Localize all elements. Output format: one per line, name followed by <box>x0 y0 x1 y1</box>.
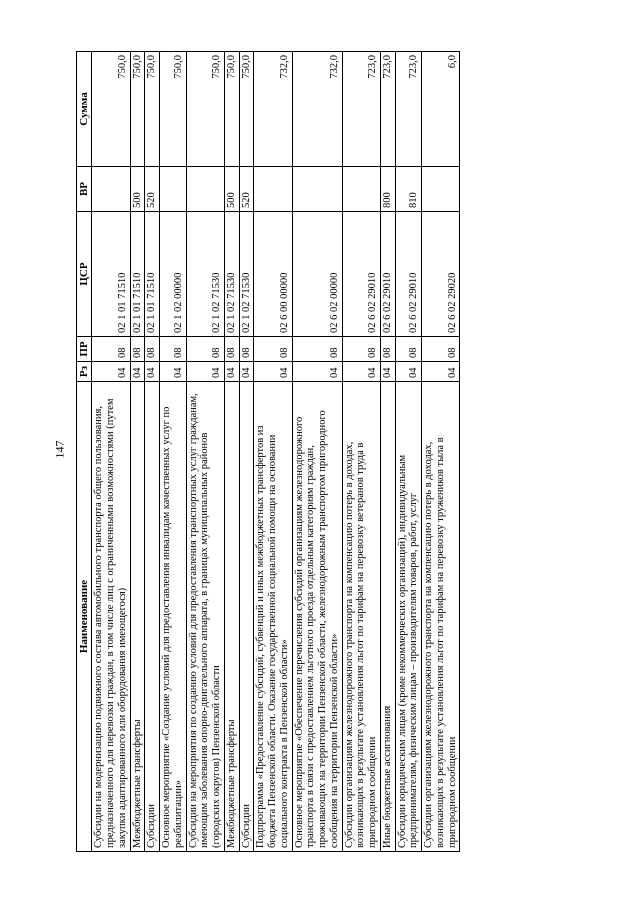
cell-vr: 520 <box>145 167 160 212</box>
cell-pr: 08 <box>130 337 145 362</box>
cell-vr <box>292 167 342 212</box>
cell-pr: 08 <box>224 337 239 362</box>
cell-rz: 04 <box>92 362 130 382</box>
cell-pr: 08 <box>342 337 380 362</box>
cell-vr <box>342 167 380 212</box>
cell-pr: 08 <box>92 337 130 362</box>
cell-vr <box>254 167 292 212</box>
cell-pr: 08 <box>160 337 187 362</box>
cell-name: Межбюджетные трансферты <box>224 382 239 852</box>
cell-name: Субсидии организациям железнодорожного транспорта на компенсацию потерь в доходах, возникающих в результате установления льгот по тарифам на перевозку тружеников тыла в пригородном сообщении <box>422 382 460 852</box>
cell-sum: 750,0 <box>145 52 160 167</box>
cell-vr: 520 <box>239 167 254 212</box>
header-csr: ЦСР <box>77 212 92 337</box>
table-row <box>342 52 380 852</box>
cell-sum: 750,0 <box>224 52 239 167</box>
cell-csr: 02 1 01 71510 <box>130 212 145 337</box>
cell-pr: 08 <box>292 337 342 362</box>
page-number: 147 <box>52 440 67 459</box>
cell-name: Субсидии <box>145 382 160 852</box>
budget-table <box>76 51 460 852</box>
table-row <box>380 52 395 852</box>
table-row <box>422 52 460 852</box>
table-row <box>239 52 254 852</box>
cell-name: Межбюджетные трансферты <box>130 382 145 852</box>
cell-vr: 810 <box>395 167 422 212</box>
cell-rz: 04 <box>422 362 460 382</box>
cell-sum: 723,0 <box>342 52 380 167</box>
header-name: Наименование <box>77 382 92 852</box>
cell-sum: 750,0 <box>160 52 187 167</box>
table-row <box>160 52 187 852</box>
cell-vr: 500 <box>130 167 145 212</box>
cell-sum: 750,0 <box>186 52 224 167</box>
cell-sum: 723,0 <box>395 52 422 167</box>
cell-name: Иные бюджетные ассигнования <box>380 382 395 852</box>
cell-rz: 04 <box>254 362 292 382</box>
cell-sum: 732,0 <box>254 52 292 167</box>
cell-sum: 750,0 <box>130 52 145 167</box>
cell-pr: 08 <box>239 337 254 362</box>
cell-csr: 02 1 02 71530 <box>224 212 239 337</box>
header-sum: Сумма <box>77 52 92 167</box>
cell-vr <box>160 167 187 212</box>
cell-rz: 04 <box>145 362 160 382</box>
cell-csr: 02 1 02 71530 <box>186 212 224 337</box>
cell-rz: 04 <box>395 362 422 382</box>
cell-pr: 08 <box>395 337 422 362</box>
cell-sum: 6,0 <box>422 52 460 167</box>
table-row <box>92 52 130 852</box>
cell-sum: 732,0 <box>292 52 342 167</box>
cell-name: Субсидии на модернизацию подвижного состава автомобильного транспорта общего пользования, предназначенного для перевозки граждан, в том числе лиц с ограниченными возможностями (путем закупки адаптированного или оборудования имеющегося) <box>92 382 130 852</box>
cell-vr <box>422 167 460 212</box>
cell-csr: 02 1 01 71510 <box>145 212 160 337</box>
cell-name: Субсидии организациям железнодорожного транспорта на компенсацию потерь в доходах, возникающих в результате установления льгот по тарифам на перевозку ветеранов труда в пригородном сообщении <box>342 382 380 852</box>
cell-vr: 500 <box>224 167 239 212</box>
cell-pr: 08 <box>254 337 292 362</box>
table-row <box>130 52 145 852</box>
table-row <box>292 52 342 852</box>
cell-rz: 04 <box>380 362 395 382</box>
cell-rz: 04 <box>224 362 239 382</box>
cell-pr: 08 <box>186 337 224 362</box>
cell-csr: 02 6 02 29010 <box>342 212 380 337</box>
cell-csr: 02 6 02 29010 <box>380 212 395 337</box>
cell-sum: 750,0 <box>239 52 254 167</box>
cell-rz: 04 <box>342 362 380 382</box>
cell-rz: 04 <box>186 362 224 382</box>
cell-csr: 02 6 02 29020 <box>422 212 460 337</box>
cell-vr <box>186 167 224 212</box>
cell-name: Субсидии юридическим лицам (кроме некоммерческих организаций), индивидуальным предпринимателям, физическим лицам – производителям товаров, работ, услуг <box>395 382 422 852</box>
cell-csr: 02 1 02 71530 <box>239 212 254 337</box>
table-header-row <box>77 52 92 852</box>
cell-csr: 02 6 02 00000 <box>292 212 342 337</box>
cell-csr: 02 1 01 71510 <box>92 212 130 337</box>
cell-pr: 08 <box>422 337 460 362</box>
header-pr: ПР <box>77 337 92 362</box>
cell-pr: 08 <box>145 337 160 362</box>
cell-name: Субсидии на мероприятия по созданию условий для предоставления транспортных услуг гражданам, имеющим заболевания опорно-двигательного аппарата, в границах муниципальных районов (городских округов) Пензенской области <box>186 382 224 852</box>
table-row <box>224 52 239 852</box>
cell-rz: 04 <box>239 362 254 382</box>
table-row <box>395 52 422 852</box>
cell-rz: 04 <box>130 362 145 382</box>
header-rz: Рз <box>77 362 92 382</box>
cell-pr: 08 <box>380 337 395 362</box>
table-row <box>254 52 292 852</box>
cell-name: Основное мероприятие «Создание условий для предоставления инвалидам качественных услуг по реабилитации» <box>160 382 187 852</box>
cell-name: Подпрограмма «Предоставление субсидий, субвенций и иных межбюджетных трансфертов из бюджета Пензенской области. Оказание государственной социальной помощи на основании социального контракта в Пензенской области» <box>254 382 292 852</box>
table-row <box>186 52 224 852</box>
cell-vr <box>92 167 130 212</box>
cell-rz: 04 <box>160 362 187 382</box>
header-vr: ВР <box>77 167 92 212</box>
cell-sum: 750,0 <box>92 52 130 167</box>
cell-rz: 04 <box>292 362 342 382</box>
cell-vr: 800 <box>380 167 395 212</box>
cell-csr: 02 6 02 29010 <box>395 212 422 337</box>
budget-table-container <box>76 52 560 852</box>
table-row <box>145 52 160 852</box>
cell-sum: 723,0 <box>380 52 395 167</box>
cell-csr: 02 1 02 00000 <box>160 212 187 337</box>
cell-name: Основное мероприятие «Обеспечение перечисления субсидий организациям железнодорожного транспорта в связи с предоставлением льготного проезда отдельным категориям граждан, проживающих на территории Пензенской области, железнодорожным транспортом пригородного сообщения на территории Пензенской области» <box>292 382 342 852</box>
cell-csr: 02 6 00 00000 <box>254 212 292 337</box>
cell-name: Субсидии <box>239 382 254 852</box>
